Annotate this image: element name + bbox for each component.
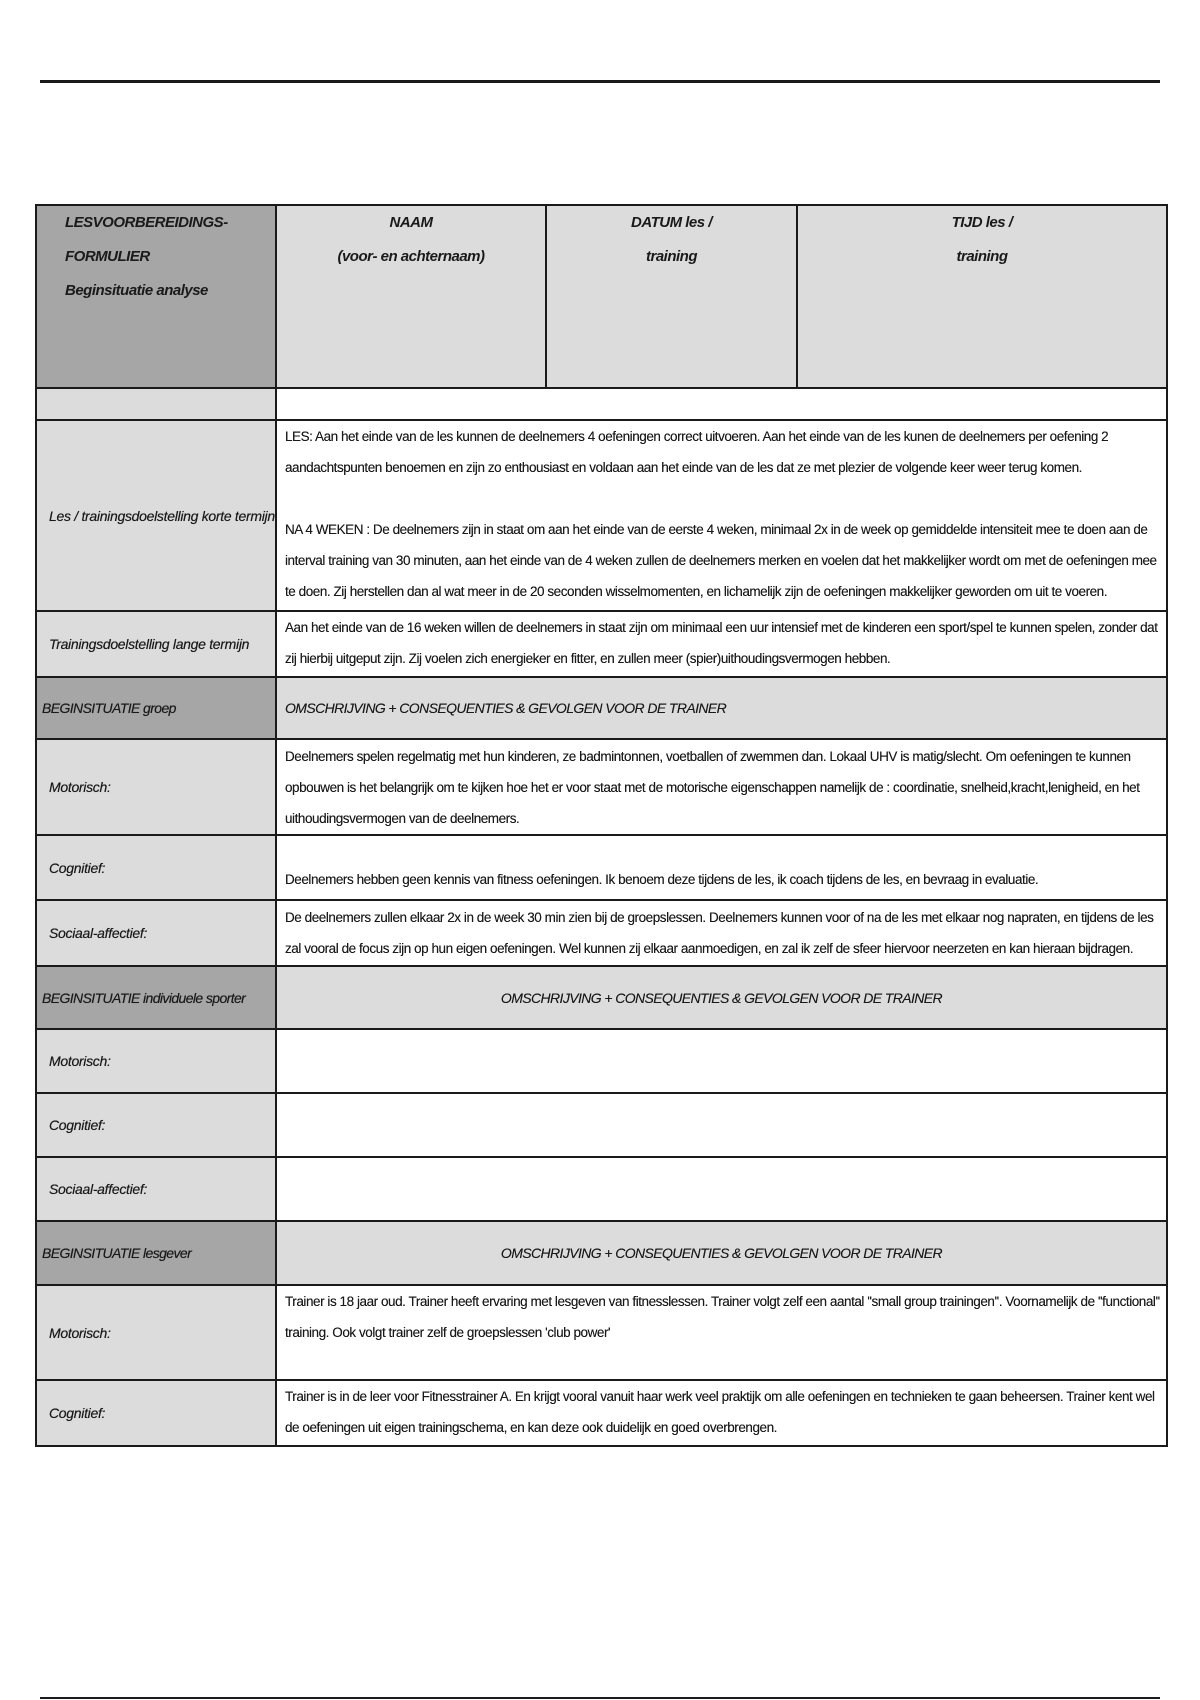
tijd-label: TIJD les / bbox=[951, 214, 1013, 231]
naam-field[interactable] bbox=[276, 205, 546, 388]
datum-field[interactable] bbox=[546, 205, 797, 388]
individual-social-field[interactable] bbox=[276, 1157, 1167, 1221]
long-term-goal-label: Trainingsdoelstelling lange termijn bbox=[36, 611, 276, 677]
naam-sublabel: (voor- en achternaam) bbox=[337, 248, 485, 265]
instructor-motor-label: Motorisch: bbox=[36, 1285, 276, 1380]
tijd-field[interactable] bbox=[797, 205, 1167, 388]
instructor-cognitive-label: Cognitief: bbox=[36, 1380, 276, 1446]
footer-rule bbox=[40, 1697, 1160, 1699]
lesson-preparation-form bbox=[35, 204, 1168, 1447]
section-group-desc: OMSCHRIJVING + CONSEQUENTIES & GEVOLGEN VOOR DE TRAINER bbox=[276, 677, 1167, 739]
form-title-line3: Beginsituatie analyse bbox=[65, 282, 208, 299]
form-title-line2: FORMULIER bbox=[65, 248, 150, 265]
group-cognitive-text[interactable]: Deelnemers hebben geen kennis van fitness oefeningen. Ik benoem deze tijdens de les, ik coach tijdens de les, en bevraag in evaluatie. bbox=[276, 835, 1167, 900]
long-term-goal-text[interactable]: Aan het einde van de 16 weken willen de deelnemers in staat zijn om minimaal een uur intensief met de kinderen een sport/spel te kunnen spelen, zonder dat zij hierbij uitgeput zijn. Zij voelen zich energieker en fitter, en zullen meer (spier)uithoudingsvermogen hebben. bbox=[276, 611, 1167, 677]
section-group-label: BEGINSITUATIE groep bbox=[36, 677, 276, 739]
short-term-goal-lesson: LES: Aan het einde van de les kunnen de deelnemers 4 oefeningen correct uitvoeren. Aan het einde van de les kunen de deelnemers per oefening 2 aandachtspunten benoemen en zijn zo enthousiast en voldaan aan het einde van de les dat ze met plezier de volgende keer weer terug komen. bbox=[285, 429, 1109, 475]
spacer-label-cell bbox=[36, 388, 276, 420]
tijd-sublabel: training bbox=[956, 248, 1008, 265]
section-individual-desc: OMSCHRIJVING + CONSEQUENTIES & GEVOLGEN VOOR DE TRAINER bbox=[276, 966, 1167, 1029]
short-term-goal-label: Les / trainingsdoelstelling korte termijn bbox=[36, 420, 276, 611]
group-motor-label: Motorisch: bbox=[36, 739, 276, 835]
group-social-label: Sociaal-affectief: bbox=[36, 900, 276, 966]
datum-label: DATUM les / bbox=[631, 214, 712, 231]
section-instructor-label: BEGINSITUATIE lesgever bbox=[36, 1221, 276, 1285]
datum-sublabel: training bbox=[646, 248, 697, 265]
section-individual-label: BEGINSITUATIE individuele sporter bbox=[36, 966, 276, 1029]
instructor-motor-text[interactable]: Trainer is 18 jaar oud. Trainer heeft ervaring met lesgeven van fitnesslessen. Trainer volgt zelf een aantal ''small group trainingen''. Voornamelijk de ''functional'' training. Ook volgt trainer zelf de groepslessen 'club power' bbox=[276, 1285, 1167, 1380]
naam-label: NAAM bbox=[389, 214, 433, 231]
spacer-value-cell[interactable] bbox=[276, 388, 1167, 420]
form-title-line1: LESVOORBEREIDINGS- bbox=[65, 214, 228, 231]
header-rule bbox=[40, 80, 1160, 83]
form-title bbox=[36, 205, 276, 388]
group-social-text[interactable]: De deelnemers zullen elkaar 2x in de week 30 min zien bij de groepslessen. Deelnemers kunnen voor of na de les met elkaar nog napraten, en tijdens de les zal vooral de focus zijn op hun eigen oefeningen. Wel kunnen zij elkaar aanmoedigen, en zal ik zelf de sfeer hiervoor neerzeten en kan hieraan bijdragen. bbox=[276, 900, 1167, 966]
individual-motor-label: Motorisch: bbox=[36, 1029, 276, 1093]
individual-cognitive-label: Cognitief: bbox=[36, 1093, 276, 1157]
short-term-goal-4-weeks: NA 4 WEKEN : De deelnemers zijn in staat om aan het einde van de eerste 4 weken, minimaal 2x in de week op gemiddelde intensiteit mee te doen aan de interval training van 30 minuten, aan het einde van de 4 weken zullen de deelnemers merken en voelen dat het makkelijker wordt om met de oefeningen mee te doen. Zij herstellen dan al wat meer in de 20 seconden wisselmomenten, en lichamelijk zijn de oefeningen makkelijker geworden om uit te voeren. bbox=[285, 522, 1157, 599]
individual-cognitive-field[interactable] bbox=[276, 1093, 1167, 1157]
group-cognitive-label: Cognitief: bbox=[36, 835, 276, 900]
group-motor-text[interactable]: Deelnemers spelen regelmatig met hun kinderen, ze badmintonnen, voetballen of zwemmen dan. Lokaal UHV is matig/slecht. Om oefeningen te kunnen opbouwen is het belangrijk om te kijken hoe het er voor staat met de motorische eigenschappen namelijk de : coordinatie, snelheid,kracht,lenigheid, en het uithoudingsvermogen van de deelnemers. bbox=[276, 739, 1167, 835]
short-term-goal-text[interactable] bbox=[276, 420, 1167, 611]
instructor-cognitive-text[interactable]: Trainer is in de leer voor Fitnesstrainer A. En krijgt vooral vanuit haar werk veel praktijk om alle oefeningen en technieken te gaan beheersen. Trainer kent wel de oefeningen uit eigen trainingschema, en kan deze ook duidelijk en goed overbrengen. bbox=[276, 1380, 1167, 1446]
individual-motor-field[interactable] bbox=[276, 1029, 1167, 1093]
section-instructor-desc: OMSCHRIJVING + CONSEQUENTIES & GEVOLGEN VOOR DE TRAINER bbox=[276, 1221, 1167, 1285]
individual-social-label: Sociaal-affectief: bbox=[36, 1157, 276, 1221]
